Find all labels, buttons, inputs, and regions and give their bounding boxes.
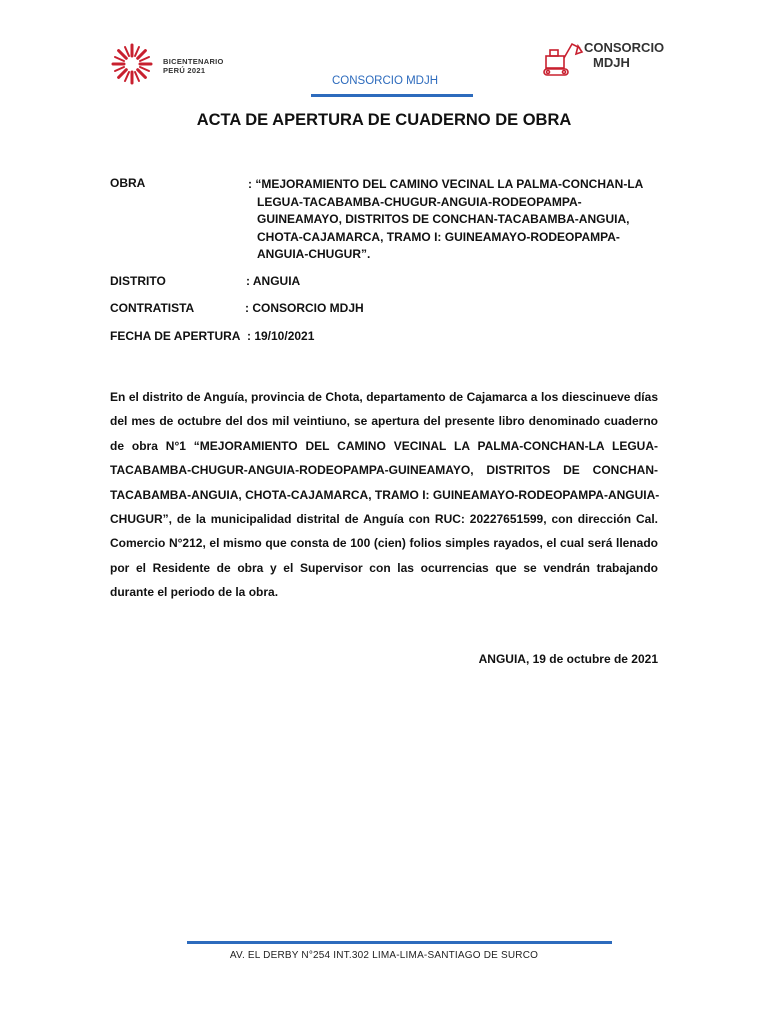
- contratista-value: : CONSORCIO MDJH: [245, 301, 364, 315]
- body-line: En el distrito de Anguía, provincia de Chota, departamento de Cajamarca a los diescinueve días: [110, 390, 658, 404]
- body-line: durante el periodo de la obra.: [110, 585, 279, 600]
- logo-right-line2: MDJH: [593, 55, 630, 70]
- header-divider: [311, 94, 473, 97]
- excavator-logo-icon: [540, 36, 584, 80]
- body-line: CHUGUR”, de la municipalidad distrital de Anguía con RUC: 20227651599, con dirección Cal.: [110, 512, 658, 527]
- contratista-label: CONTRATISTA: [110, 301, 195, 315]
- obra-value-line: GUINEAMAYO, DISTRITOS DE CONCHAN-TACABAMBA-ANGUIA,: [257, 212, 630, 226]
- obra-value-line: ANGUIA-CHUGUR”.: [257, 247, 371, 261]
- bicentenario-emblem-icon: [109, 42, 155, 86]
- logo-right-line1: CONSORCIO: [584, 40, 665, 55]
- fecha-apertura-label: FECHA DE APERTURA: [110, 329, 241, 343]
- obra-value: [248, 176, 668, 264]
- distrito-label: DISTRITO: [110, 274, 166, 288]
- fecha-apertura-value: : 19/10/2021: [247, 329, 315, 343]
- obra-value-line: LEGUA-TACABAMBA-CHUGUR-ANGUIA-RODEOPAMPA-: [257, 194, 582, 209]
- bicentenario-logo: [109, 42, 234, 86]
- obra-value-line: CHOTA-CAJAMARCA, TRAMO I: GUINEAMAYO-RODEOPAMPA-: [257, 229, 620, 244]
- logo-left-line2: PERÚ 2021: [163, 66, 206, 75]
- body-line: por el Residente de obra y el Supervisor con las ocurrencias que se vendrán trabajando: [110, 560, 658, 575]
- body-line: TACABAMBA-ANGUIA, CHOTA-CAJAMARCA, TRAMO I: GUINEAMAYO-RODEOPAMPA-ANGUIA-: [110, 487, 660, 502]
- obra-label: OBRA: [110, 176, 146, 190]
- distrito-value: : ANGUIA: [246, 274, 301, 288]
- body-paragraph: [110, 385, 658, 605]
- consorcio-logo: [540, 36, 665, 82]
- body-line: Comercio N°212, el mismo que consta de 100 (cien) folios simples rayados, el cual será llenado: [110, 536, 658, 551]
- header-company-name: CONSORCIO MDJH: [331, 75, 439, 87]
- document-title: ACTA DE APERTURA DE CUADERNO DE OBRA: [196, 111, 572, 129]
- body-line: TACABAMBA-CHUGUR-ANGUIA-RODEOPAMPA-GUINEAMAYO, DISTRITOS DE CONCHAN-: [110, 463, 658, 478]
- body-line: del mes de octubre del dos mil veintiuno, se apertura del presente libro denominado cuaderno: [110, 414, 658, 429]
- obra-value-line: : “MEJORAMIENTO DEL CAMINO VECINAL LA PALMA-CONCHAN-LA: [248, 177, 644, 191]
- footer-divider: [187, 941, 612, 944]
- place-date: ANGUIA, 19 de octubre de 2021: [478, 652, 658, 666]
- footer-address: AV. EL DERBY N°254 INT.302 LIMA-LIMA-SANTIAGO DE SURCO: [229, 950, 539, 961]
- logo-left-line1: BICENTENARIO: [163, 57, 224, 66]
- body-line: de obra N°1 “MEJORAMIENTO DEL CAMINO VECINAL LA PALMA-CONCHAN-LA LEGUA-: [110, 438, 658, 453]
